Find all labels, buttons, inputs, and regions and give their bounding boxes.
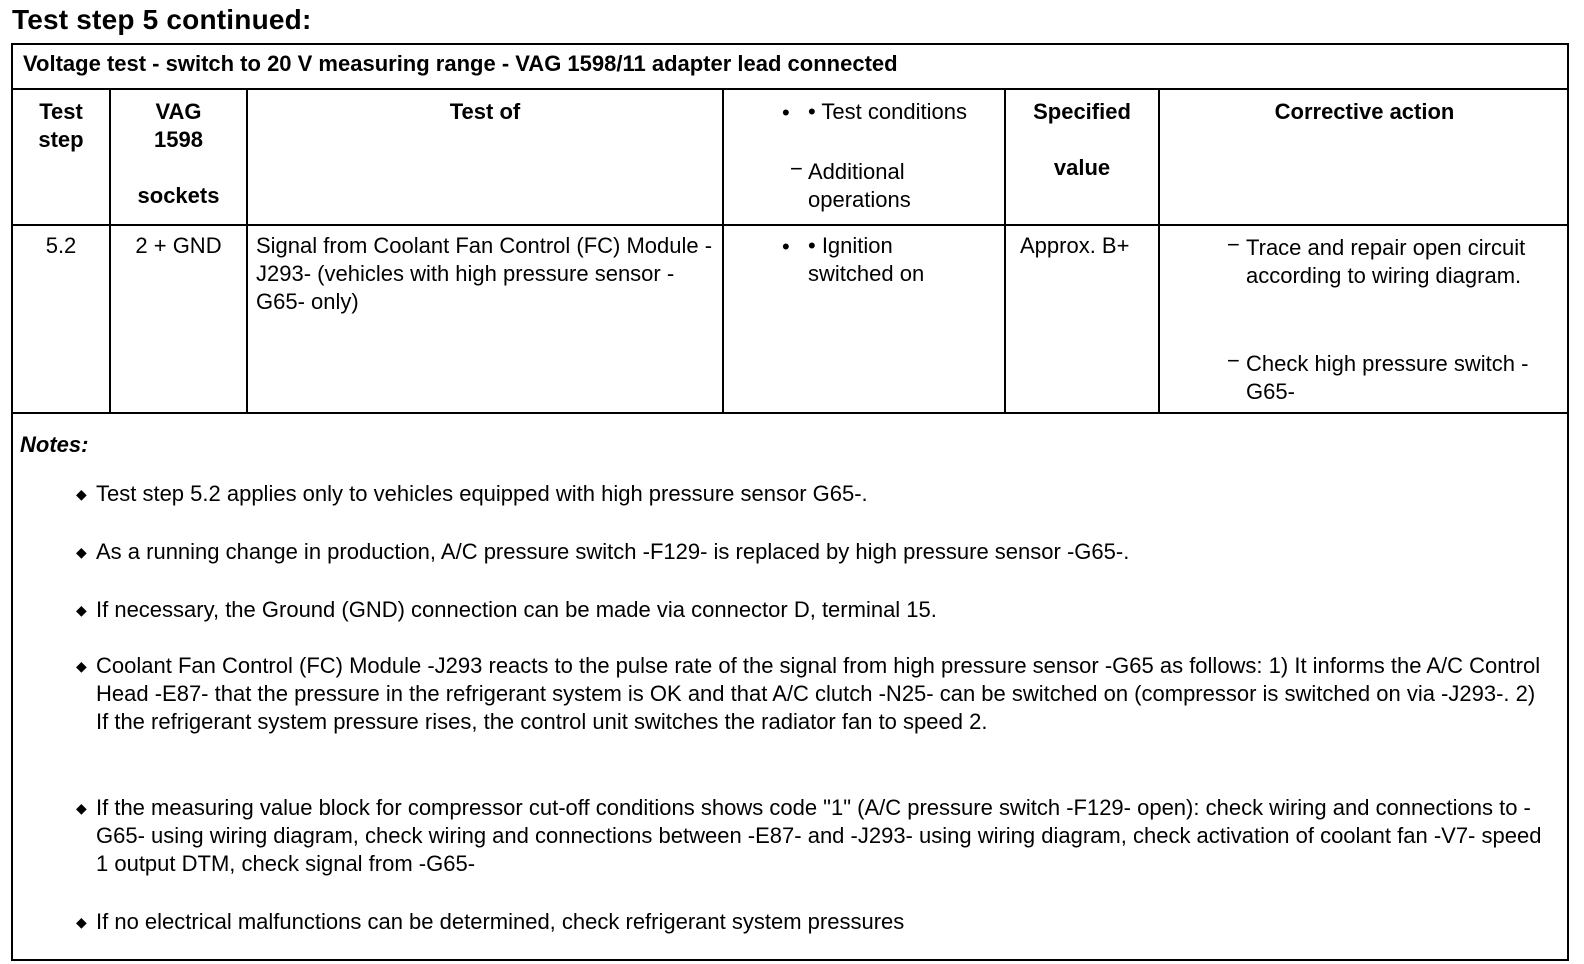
column-divider [722,90,724,412]
row-test-step: 5.2 [45,233,77,258]
note-item: If no electrical malfunctions can be determined, check refrigerant system pressures [96,909,905,934]
header-vag-sockets: VAG 1598 sockets [137,99,220,208]
diamond-bullet-icon: ◆ [76,658,87,674]
header-specified-value: Specified value [1033,99,1131,180]
row-conditions: • Ignition switched on [808,233,925,286]
row-corrective-action-1: Trace and repair open circuit according to wiring diagram. [1246,235,1526,288]
diamond-bullet-icon: ◆ [76,914,87,930]
note-item: As a running change in production, A/C pressure switch -F129- is replaced by high pressure sensor -G65-. [96,539,1130,564]
table-banner: Voltage test - switch to 20 V measuring range - VAG 1598/11 adapter lead connected [11,43,1569,90]
dash-icon: − [790,156,803,181]
page-title: Test step 5 continued: [12,4,312,35]
diamond-bullet-icon: ◆ [76,602,87,618]
row-test-of: Signal from Coolant Fan Control (FC) Module -J293- (vehicles with high pressure sensor -G65- only) [256,233,713,314]
header-test-step: Test step [38,99,84,152]
diamond-bullet-icon: ◆ [76,486,87,502]
column-divider [246,90,248,412]
dash-icon: − [1227,348,1240,373]
dash-icon: − [1227,232,1240,257]
header-corrective-action: Corrective action [1274,99,1455,124]
header-divider [11,224,1569,226]
header-additional-operations: Additional operations [808,159,911,212]
header-test-of: Test of [449,99,521,124]
notes-title: Notes: [20,432,89,457]
diamond-bullet-icon: ◆ [76,800,87,816]
row-specified-value: Approx. B+ [1020,233,1130,258]
bullet-dot-icon: • [782,100,790,125]
note-item: Test step 5.2 applies only to vehicles equipped with high pressure sensor G65-. [96,481,868,506]
note-item: If the measuring value block for compressor cut-off conditions shows code "1" (A/C pressure switch -F129- open): check wiring and connections to -G65- using wiring diagram, check wiring and connections between -E87- and -J293- using wiring diagram, check activation of coolant fan -V7- speed 1 output DTM, check signal from -G65- [96,795,1542,876]
bullet-dot-icon: • [782,234,790,259]
column-divider [1158,90,1160,412]
note-item: If necessary, the Ground (GND) connection can be made via connector D, terminal 15. [96,597,937,622]
note-item: Coolant Fan Control (FC) Module -J293 reacts to the pulse rate of the signal from high pressure sensor -G65 as follows: 1) It informs the A/C Control Head -E87- that the pressure in the refrigerant system is OK and that A/C clutch -N25- can be switched on (compressor is switched on via -J293-. 2) If the refrigerant system pressure rises, the control unit switches the radiator fan to speed 2. [96,653,1541,734]
row-sockets: 2 + GND [135,233,222,258]
header-test-conditions: • Test conditions [808,99,967,124]
row-divider [11,412,1569,414]
row-corrective-action-2: Check high pressure switch -G65- [1246,351,1529,404]
diamond-bullet-icon: ◆ [76,544,87,560]
